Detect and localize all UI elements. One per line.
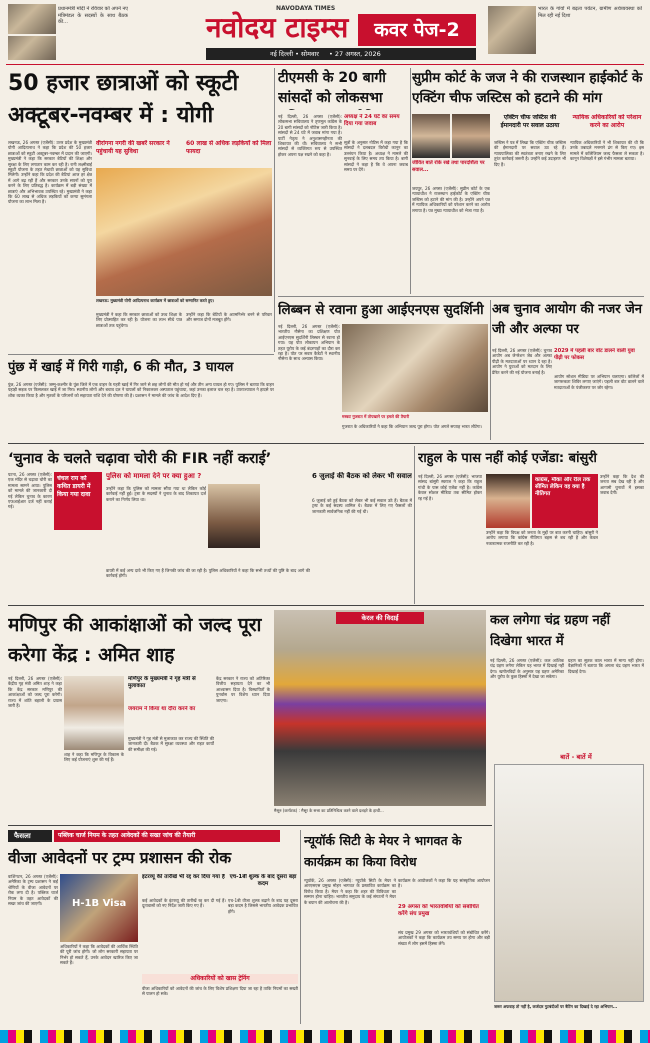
visa-sub-1-box [142, 874, 226, 896]
visa-sub-1: इंटरव्यू की तारीखें भी रद्द कर दिया गया है [142, 874, 225, 880]
manipur-sub-2-box [128, 706, 214, 734]
visa-sub-3: अधिकारियों को खास ट्रेनिंग [190, 975, 250, 982]
col-divider-5 [300, 830, 301, 1024]
tmc-headline: टीएमसी के 20 बागी सांसदों को लोकसभा [278, 70, 386, 106]
yogi-sub-1-text: वीरांगना नगरी की खबरें सरकार ने पहुंचायी यह सुविधा [96, 140, 170, 155]
row-divider-4 [8, 605, 644, 606]
nyc-sub: 29 अगस्त को भारतवंशियों को संबोधित करेंगे संघ प्रमुख [398, 904, 479, 918]
yogi-sub-2-text: 60 लाख से अधिक लड़कियों को मिला फायदा [186, 140, 272, 155]
visa-body-3: कई आवेदकों के इंटरव्यू की तारीखें रद्द कर दी गई हैं। दूतावासों को नए निर्देश जारी किए गए हैं। [142, 898, 226, 909]
fir-kicker: पुलिस को मामला देने पर क्या हुआ ? [106, 472, 202, 480]
visa-label: फैसला [8, 830, 52, 842]
visa-headline: वीजा आवेदनों पर ट्रम्प प्रशासन की रोक [8, 849, 232, 867]
right-teaser-photo [488, 6, 536, 54]
suresh-caption: मस्कट गुजरात में तोपखाने पर हमले की तैयारी [342, 414, 410, 419]
supreme-sub-2: न्यायिक अधिकारियों को परेशान करने का आरोप [572, 114, 642, 129]
masthead-tagline: NAVODAYA TIMES [276, 5, 336, 12]
manipur-sub-1: मणिपुर के मुख्यमंत्री ने गृह मंत्री से मुलाकात [128, 676, 196, 690]
elephant-caption: मैसूरु (कर्नाटक) : मैसूर के सत्ता का प्रतिनिधित्व करने वाले दशहरे के हाथी... [274, 808, 384, 813]
supreme-sub-3: जीवित बातें रोके रखे तथा पारदर्शिता पर सवाल... [412, 160, 485, 173]
row-divider-2 [8, 354, 274, 355]
visa-kicker: पब्लिक चार्ज नियम के तहत आवेदकों की सख्त जांच की तैयारी [54, 830, 280, 842]
nyc-body-1: न्यूयॉर्क, 26 अगस्त (एजेंसी): न्यूयॉर्क सिटी के मेयर ने आरएसएस प्रमुख मोहन भागवत के प्रस्तावित कार्यक्रम का विरोध किया है। मेयर ने कहा कि शहर की विविधता का सम्मान होना चाहिए। भारतीय समुदाय के कई संगठनों ने मेयर के बयान की आलोचना की है। [304, 878, 396, 905]
ec-headline: अब चुनाव आयोग की नजर जेन जी और अल्फा पर [492, 302, 642, 337]
rahul-photo [486, 474, 530, 528]
supreme-sub-2-box [570, 114, 644, 138]
visa-body-2: अधिकारियों ने कहा कि आवेदकों की आर्थिक स्थिति की पूरी जांच होगी। जो लोग सरकारी सहायता पर निर्भर हो सकते हैं, उनके आवेदन खारिज किए जा सकते हैं। [60, 944, 138, 966]
july6-box [312, 472, 412, 496]
suresh-photo [342, 324, 488, 412]
nyc-sub-box [398, 904, 490, 928]
moon-headline: कल लगेगा चंद्र ग्रहण नहीं दिखेगा भारत में [490, 613, 610, 649]
july6-headline: 6 जुलाई की बैठक को लेकर भी सवाल [312, 472, 412, 480]
supreme-sub-1: एक्टिंग चीफ जस्टिस की ईमानदारी पर सवाल उठाया [500, 114, 560, 129]
cartoon-title: बातें - बातें में [560, 753, 592, 761]
elephant-photo-label: केरल की विदाई [336, 612, 424, 624]
row-divider-3 [8, 443, 644, 444]
poonch-headline: पुंछ में खाई में गिरी गाड़ी, 6 की मौत, 3 घायल [8, 360, 234, 375]
supreme-body-1: जयपुर, 26 अगस्त (एजेंसी): सुप्रीम कोर्ट के एक न्यायाधीश ने राजस्थान हाईकोर्ट के एक्टिंग चीफ जस्टिस को हटाने की मांग की है। उन्होंने अपने पत्र में न्यायिक अधिकारियों को परेशान करने का आरोप लगाया है। पत्र मुख्य न्यायाधीश को भेजा गया है। [412, 186, 490, 213]
color-registration-bar [0, 1030, 650, 1043]
visa-photo-text: H-1B Visa [72, 898, 127, 909]
row-divider-5 [8, 825, 492, 826]
manipur-body-3: मुख्यमंत्री ने गृह मंत्री से मुलाकात कर राज्य की स्थिति की जानकारी दी। बैठक में सुरक्षा व्यवस्था और राहत कार्यों की समीक्षा की गई। [128, 736, 214, 752]
supreme-photo-1 [412, 114, 450, 158]
masthead-title: नवोदय टाइम्स [206, 11, 349, 44]
manipur-photo [64, 676, 124, 750]
tmc-sub-box [344, 114, 408, 136]
suresh-headline: लिब्बन से रवाना हुआ आईएनएस सुदर्शिनी [278, 302, 484, 318]
manipur-body-1: नई दिल्ली, 26 अगस्त (एजेंसी): केंद्रीय गृह मंत्री अमित शाह ने कहा कि केंद्र सरकार मणिपुर की आकांक्षाओं को जल्द पूरा करेगी। राज्य में शांति बहाली के प्रयास जारी हैं। [8, 676, 62, 709]
moon-body-2: ग्रहण का सूतक काल भारत में मान्य नहीं होगा। वैज्ञानिकों ने बताया कि अगला चंद्र ग्रहण भारत में दिखाई देगा। [568, 658, 644, 674]
date: • 27 अगस्त, 2026 [329, 50, 381, 58]
manipur-sub-1-box [128, 676, 214, 704]
ec-sub: 2029 में पहली बार वोट डालने वाली युवा पीढ़ी पर फोकस [554, 348, 635, 361]
row-divider-1 [278, 296, 644, 297]
poonch-body: पुंछ, 26 अगस्त (एजेंसी): जम्मू-कश्मीर के पुंछ जिले में एक वाहन के गहरी खाई में गिर जाने से छह लोगों की मौत हो गई और तीन अन्य घायल हो गए। पुलिस ने बताया कि वाहन पहाड़ी सड़क पर फिसलकर खाई में जा गिरा। स्थानीय लोगों और बचाव दल ने घायलों को निकालकर अस्पताल पहुंचाया, जहां उनका इलाज चल रहा है। उपराज्यपाल ने हादसे पर शोक व्यक्त किया है और मृतकों के परिजनों को सहायता राशि देने की घोषणा की है। प्रशासन ने मामले की जांच के आदेश दिए हैं। [8, 382, 274, 398]
visa-body-5: वीजा अधिकारियों को आवेदनों की जांच के लिए विशेष प्रशिक्षण दिया जा रहा है ताकि नियमों का सख्ती से पालन हो सके। [142, 986, 298, 997]
page-label: कवर पेज-2 [358, 14, 476, 46]
supreme-sub-3-box [412, 160, 490, 184]
col-divider-4 [414, 446, 415, 604]
yogi-headline: 50 हजार छात्राओं को स्कूटी अक्टूबर-नवम्बर में : योगी [8, 71, 239, 128]
rahul-body-3: उन्होंने कहा कि देश की जनता सब देख रही है और आगामी चुनावों में इसका जवाब देगी। [600, 474, 644, 496]
cartoon-caption: जरूर अफवाह तो नहीं है, कर्जदार गुटबंदीओं पर बैटिंग का दिखाई दे रहा अभियान... [494, 1004, 618, 1009]
fir-photo [208, 484, 260, 548]
col-divider-3 [490, 300, 491, 440]
left-teaser-photo-2 [8, 36, 56, 60]
supreme-body-3: न्यायिक अधिकारियों ने भी शिकायत की थी कि उनके तबादले मनमाने ढंग से किए गए। इस मामले में कॉलेजियम जल्द फैसला ले सकता है। कानून विशेषज्ञों ने इसे गंभीर मामला बताया। [570, 140, 644, 162]
nyc-body-2: कार्यक्रम के आयोजकों ने कहा कि यह सांस्कृतिक आयोजन है। [398, 878, 490, 889]
masthead-divider [6, 64, 644, 65]
left-teaser-photo [8, 4, 56, 34]
fir-quote: चंचल राय को कथित डायरी में किया गया दावा [57, 475, 91, 498]
fir-kicker-box [106, 472, 306, 482]
city-line [206, 48, 476, 60]
suresh-body-2: गुजरात के अधिकारियों ने कहा कि अभियान जल्द पूरा होगा। पोत अगले सप्ताह भारत लौटेगा। [342, 424, 483, 429]
visa-sub-3-box [142, 974, 298, 984]
fir-body-1: पटना, 26 अगस्त (एजेंसी): एक मंदिर से चढ़ावा चोरी का मामला सामने आया। पुलिस को मामले की जानकारी दी गई लेकिन चुनाव के कारण एफआईआर दर्ज नहीं कराई गई। [8, 472, 52, 510]
july6-body: 6 जुलाई को हुई बैठक को लेकर भी कई सवाल उठे हैं। बैठक में ट्रस्ट के कई सदस्य शामिल थे। बैठक में लिए गए फैसलों की जानकारी सार्वजनिक नहीं की गई थी। [312, 498, 412, 514]
supreme-body-2: जस्टिस ने पत्र में लिखा कि एक्टिंग चीफ जस्टिस की ईमानदारी पर सवाल उठ रहे हैं। न्यायपालिका की स्वतंत्रता बनाए रखने के लिए तुरंत कार्रवाई जरूरी है। उन्होंने कई उदाहरण भी दिए हैं। [494, 140, 566, 167]
visa-sub-2: एच-1बी शुल्क के बाद दूसरा बड़ा कदम [229, 874, 297, 888]
ec-sub-box [554, 348, 644, 372]
visa-body-1: वाशिंगटन, 26 अगस्त (एजेंसी): अमेरिका के ट्रम्प प्रशासन ने कई श्रेणियों के वीजा आवेदनों पर रोक लगा दी है। पब्लिक चार्ज नियम के तहत आवेदकों की सख्त जांच की जाएगी। [8, 874, 58, 907]
visa-photo [60, 874, 138, 942]
fir-body-2: उन्होंने कहा कि पुलिस को मामला सौंपा गया था लेकिन कोई कार्रवाई नहीं हुई। ट्रस्ट के सदस्यों ने चुनाव के बाद शिकायत दर्ज कराने का निर्णय लिया था। [106, 486, 206, 502]
nyc-body-3: संघ प्रमुख 29 अगस्त को भारतवंशियों को संबोधित करेंगे। आयोजकों ने कहा कि कार्यक्रम तय समय पर होगा और बड़ी संख्या में लोग इसमें हिस्सा लेंगे। [398, 930, 490, 946]
ec-body-2: आयोग सोशल मीडिया पर अभियान चलाएगा। कॉलेजों में जागरूकता शिविर लगाए जाएंगे। पहली बार वोट डालने वाले मतदाताओं के पंजीकरण पर जोर रहेगा। [554, 374, 644, 390]
rahul-body-1: नई दिल्ली, 26 अगस्त (एजेंसी): भाजपा सांसद बांसुरी स्वराज ने कहा कि राहुल गांधी के पास कोई एजेंडा नहीं है। कांग्रेस केवल सोशल मीडिया तक सीमित होकर रह गई है। [418, 474, 482, 501]
col-divider-1 [274, 68, 275, 352]
yogi-sub-2 [186, 140, 272, 166]
visa-sub-2-box [228, 874, 298, 896]
moon-body-1: नई दिल्ली, 26 अगस्त (एजेंसी): कल आंशिक चंद्र ग्रहण लगेगा लेकिन यह भारत में दिखाई नहीं देगा। खगोलविदों के अनुसार यह ग्रहण अमेरिका और यूरोप के कुछ हिस्सों में देखा जा सकेगा। [490, 658, 564, 680]
tmc-body-1: नई दिल्ली, 26 अगस्त (एजेंसी): लोकसभा सचिवालय ने तृणमूल कांग्रेस के 20 बागी सांसदों को नोटिस जारी किया है। सांसदों से 24 घंटे में जवाब मांगा गया है। पार्टी नेतृत्व ने अनुशासनहीनता की शिकायत की थी। सचिवालय ने सभी सांसदों से व्यक्तिगत रूप से उपस्थित होकर अपना पक्ष रखने को कहा है। [278, 114, 342, 157]
nyc-headline: न्यूयॉर्क सिटी के मेयर ने भागवत के कार्यक्रम का किया विरोध [304, 833, 462, 869]
yogi-body-3: उन्होंने कहा कि बेटियों के आत्मनिर्भर बनने से परिवार और समाज दोनों मजबूत होंगे। [186, 312, 272, 323]
left-teaser: प्रधानमंत्री मोदी ने रविवार को अपने नए मंत्रिमंडल के सदस्यों के साथ बैठक की... [58, 6, 128, 25]
fir-body-3: डायरी में कई अन्य दावे भी किए गए हैं जिनकी जांच की जा रही है। पुलिस अधिकारियों ने कहा कि सभी तथ्यों की पुष्टि के बाद आगे की कार्रवाई होगी। [106, 568, 310, 579]
rahul-quote-box [532, 474, 598, 528]
tmc-body-2: सूत्रों के अनुसार नोटिस में कहा गया है कि सांसदों ने दलबदल विरोधी कानून का उल्लंघन किया है। अध्यक्ष ने मामले की सुनवाई के लिए समय तय किया है। बागी सांसदों ने कहा है कि वे अपना जवाब समय पर देंगे। [344, 140, 408, 173]
supreme-photo-2 [452, 114, 490, 158]
cartoon-drawing [494, 764, 644, 1002]
masthead [0, 0, 650, 64]
suresh-body-1: नई दिल्ली, 26 अगस्त (एजेंसी): भारतीय नौसेना का प्रशिक्षण पोत आईएनएस सुदर्शिनी लिस्बन से रवाना हो गया। यह पोत लोकायन अभियान के तहत यूरोप के कई बंदरगाहों का दौरा कर रहा है। पोत पर सवार कैडेटों ने स्थानीय नौसेना के साथ अभ्यास किया। [278, 324, 340, 362]
supreme-headline: सुप्रीम कोर्ट के जज ने की राजस्थान हाईकोर्ट के एक्टिंग चीफ जस्टिस को हटाने की मांग [412, 70, 643, 106]
elephant-photo [274, 610, 486, 806]
manipur-body-4: केंद्र सरकार ने राज्य को अतिरिक्त वित्तीय सहायता देने का भी आश्वासन दिया है। विस्थापितों के पुनर्वास पर विशेष ध्यान दिया जाएगा। [216, 676, 270, 703]
rahul-quote: कांग्रेस, मौका और रील तक सीमित लेकिन वह क्या है नीतिगत [535, 477, 591, 498]
rahul-body-2: उन्होंने कहा कि विपक्ष को जनता के मुद्दों पर बात करनी चाहिए। बांसुरी ने आरोप लगाया कि कांग्रेस नीतिगत बहस से बच रही है और केवल नकारात्मक राजनीति कर रही है। [486, 530, 598, 546]
manipur-body-2: शाह ने कहा कि मणिपुर के विकास के लिए कई योजनाएं शुरू की गई हैं। [64, 752, 124, 763]
yogi-photo [96, 168, 272, 296]
visa-body-4: एच-1बी वीजा शुल्क बढ़ाने के बाद यह दूसरा बड़ा कदम है जिससे भारतीय आवेदक प्रभावित होंगे। [228, 898, 298, 914]
right-teaser: भारत के गांवों में बढ़ता पर्यटन, ग्रामीण अर्थव्यवस्था को मिल रही नई दिशा [538, 6, 642, 19]
yogi-body-2: मुख्यमंत्री ने कहा कि सरकार छात्राओं को उच्च शिक्षा के लिए प्रोत्साहित कर रही है। योजना का लाभ सीधे पात्र छात्राओं तक पहुंचेगा। [96, 312, 182, 328]
col-divider-2 [410, 68, 411, 294]
fir-headline: ‘चुनाव के चलते चढ़ावा चोरी की FIR नहीं कराई’ [8, 451, 272, 467]
yogi-caption: लखनऊ: मुख्यमंत्री योगी आदित्यनाथ कार्यक्रम में छात्राओं को सम्मानित करते हुए। [96, 298, 215, 303]
manipur-headline: मणिपुर की आकांक्षाओं को जल्द पूरा करेगा केंद्र : अमित शाह [8, 614, 262, 666]
yogi-body-1: लखनऊ, 26 अगस्त (एजेंसी): उत्तर प्रदेश के मुख्यमंत्री योगी आदित्यनाथ ने कहा कि प्रदेश की 50 हजार छात्राओं को स्कूटी अक्टूबर-नवम्बर में प्रदान की जाएगी। मुख्यमंत्री ने कहा कि सरकार बेटियों की शिक्षा और सुरक्षा के लिए लगातार काम कर रही है। रानी लक्ष्मीबाई स्कूटी योजना के तहत मेधावी छात्राओं को यह सुविधा मिलेगी। उन्होंने कहा कि प्रदेश की बेटियां आज हर क्षेत्र में आगे बढ़ रही हैं और सरकार उनके सपनों को पूरा करने के लिए प्रतिबद्ध है। कार्यक्रम में बड़ी संख्या में छात्राएं और अभिभावक उपस्थित रहे। मुख्यमंत्री ने कहा कि 60 लाख से अधिक लड़कियों को कन्या सुमंगला योजना का लाभ मिला है। [8, 140, 92, 205]
ec-body-1: नई दिल्ली, 26 अगस्त (एजेंसी): चुनाव आयोग अब जेनरेशन जेड और अल्फा पीढ़ी के मतदाताओं पर ध्यान दे रहा है। आयोग ने युवाओं को मतदान के लिए प्रेरित करने की नई योजना बनाई है। [492, 348, 552, 375]
yogi-sub-1 [96, 140, 182, 166]
manipur-sub-2: जयराम ने किया था दौरा करने का [128, 706, 196, 712]
rahul-headline: राहुल के पास नहीं कोई एजेंडा: बांसुरी [418, 451, 597, 466]
fir-quote-box [54, 472, 102, 530]
supreme-sub-1-box [494, 114, 566, 138]
city: नई दिल्ली • सोमवार [270, 50, 319, 58]
tmc-sub: अध्यक्ष ने 24 घंटे का समय दिया गया जवाब [344, 114, 400, 127]
